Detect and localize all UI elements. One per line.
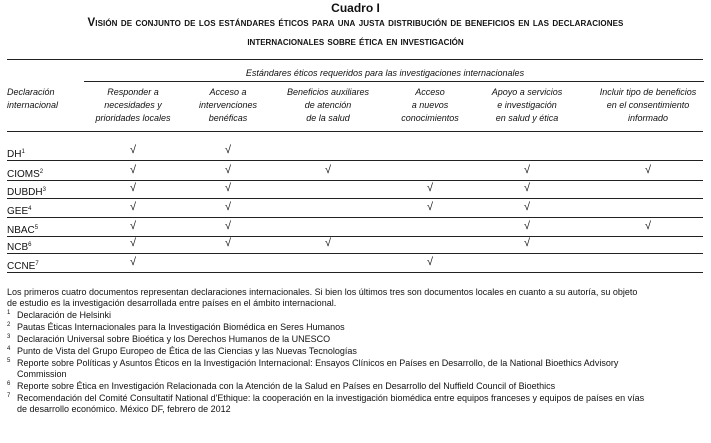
group-header: Estándares éticos requeridos para las investigaciones internacionales bbox=[245, 68, 525, 78]
column-header-line: de la salud bbox=[306, 113, 350, 123]
row-label-footnote-ref: 4 bbox=[28, 206, 32, 212]
footnote bbox=[7, 381, 703, 392]
column-header bbox=[588, 86, 708, 125]
check-mark: √ bbox=[523, 220, 531, 232]
row-separator bbox=[7, 180, 703, 181]
column-header bbox=[477, 86, 577, 125]
header-bottom-rule bbox=[7, 131, 703, 132]
row-header-line: internacional bbox=[7, 100, 59, 110]
row-label-footnote-ref: 2 bbox=[39, 169, 44, 175]
footnote-text bbox=[17, 381, 703, 392]
footnote-number: 3 bbox=[7, 334, 11, 340]
footnote-number: 1 bbox=[7, 310, 11, 316]
check-mark: √ bbox=[224, 201, 232, 213]
footnote-number: 2 bbox=[7, 322, 11, 328]
column-header-line: Acceso bbox=[415, 87, 445, 97]
column-header bbox=[188, 86, 268, 125]
check-mark: √ bbox=[523, 182, 531, 194]
footnote-line: de desarrollo económico. México DF, febrero de 2012 bbox=[17, 404, 231, 414]
footnote bbox=[7, 393, 703, 415]
footnote-text bbox=[17, 322, 703, 333]
row-label bbox=[7, 203, 31, 218]
table-title-line-2: internacionales sobre ética en investigación bbox=[247, 36, 464, 48]
footnote bbox=[7, 334, 703, 345]
check-mark: √ bbox=[129, 144, 137, 156]
column-header-line: intervenciones bbox=[198, 100, 258, 110]
check-mark: √ bbox=[224, 182, 232, 194]
footnote-line: Recomendación del Comité Consultatif National d'Ethique: la cooperación en la investigación biomédica entre equipos franceses y equipos de países en vías bbox=[17, 393, 645, 403]
check-mark: √ bbox=[129, 256, 137, 268]
check-mark: √ bbox=[129, 237, 137, 249]
check-mark: √ bbox=[523, 164, 531, 176]
row-label-text: DH bbox=[7, 149, 22, 160]
footnote bbox=[7, 358, 703, 380]
check-mark: √ bbox=[224, 237, 232, 249]
check-mark: √ bbox=[324, 237, 332, 249]
check-mark: √ bbox=[523, 237, 531, 249]
row-label bbox=[7, 222, 38, 237]
footnote-number: 4 bbox=[7, 346, 11, 352]
row-label-text: GEE bbox=[7, 206, 29, 217]
table-top-rule bbox=[7, 59, 703, 60]
column-header-line: Responder a bbox=[107, 87, 159, 97]
column-header-line: necesidades y bbox=[104, 100, 162, 110]
column-header bbox=[83, 86, 183, 125]
check-mark: √ bbox=[426, 201, 434, 213]
column-header-line: prioridades locales bbox=[95, 113, 171, 123]
column-header-line: Incluir tipo de beneficios bbox=[599, 87, 697, 97]
row-label-footnote-ref: 5 bbox=[34, 225, 39, 231]
footnote-text bbox=[17, 358, 703, 380]
column-header bbox=[390, 86, 470, 125]
row-separator bbox=[7, 236, 703, 237]
row-separator bbox=[7, 217, 703, 218]
check-mark: √ bbox=[523, 201, 531, 213]
column-header-line: en salud y ética bbox=[495, 113, 559, 123]
check-mark: √ bbox=[324, 164, 332, 176]
column-header-line: Apoyo a servicios bbox=[491, 87, 563, 97]
footnote-line: Punto de Vista del Grupo Europeo de Ética de las Ciencias y las Nuevas Tecnologías bbox=[17, 346, 357, 356]
check-mark: √ bbox=[426, 256, 434, 268]
column-header-line: de atención bbox=[304, 100, 352, 110]
footnote-number: 7 bbox=[7, 393, 11, 399]
row-label-text: DUBDH bbox=[7, 187, 43, 198]
row-label-footnote-ref: 6 bbox=[28, 242, 32, 248]
check-mark: √ bbox=[644, 164, 652, 176]
intro-note bbox=[7, 287, 703, 309]
check-mark: √ bbox=[224, 144, 232, 156]
row-label-text: CCNE bbox=[7, 261, 36, 272]
row-label-footnote-ref: 1 bbox=[21, 149, 25, 155]
table-title-line-1: Visión de conjunto de los estándares éticos para una justa distribución de beneficios en las declaraciones bbox=[87, 17, 624, 29]
row-header bbox=[7, 86, 87, 112]
column-header-line: a nuevos bbox=[411, 100, 449, 110]
column-header-line: Beneficios auxiliares bbox=[286, 87, 370, 97]
footnote bbox=[7, 322, 703, 333]
check-mark: √ bbox=[129, 201, 137, 213]
footnote-text bbox=[17, 393, 703, 415]
footnote-number: 5 bbox=[7, 358, 11, 364]
column-header-line: en el consentimiento bbox=[606, 100, 690, 110]
footnote-text bbox=[17, 334, 703, 345]
intro-note-line: Los primeros cuatro documentos representan declaraciones internacionales. Si bien los últimos tres son documentos locales en cuanto a su autoría, su objeto bbox=[7, 287, 638, 297]
table-bottom-rule bbox=[7, 272, 703, 273]
column-header-line: e investigación bbox=[497, 100, 557, 110]
check-mark: √ bbox=[129, 164, 137, 176]
row-label-text: NCB bbox=[7, 242, 29, 253]
row-separator bbox=[7, 198, 703, 199]
column-header-line: benéficas bbox=[208, 113, 248, 123]
row-label bbox=[7, 184, 46, 199]
row-separator bbox=[7, 253, 703, 254]
footnote-line: Declaración Universal sobre Bioética y los Derechos Humanos de la UNESCO bbox=[17, 334, 331, 344]
check-mark: √ bbox=[644, 220, 652, 232]
intro-note-line: de estudio es la investigación desarrollada entre países en el ámbito internacional. bbox=[7, 298, 337, 308]
row-label bbox=[7, 146, 25, 161]
footnote-line: Pautas Éticas Internacionales para la Investigación Biomédica en Seres Humanos bbox=[17, 322, 345, 332]
footnote bbox=[7, 310, 703, 321]
check-mark: √ bbox=[224, 164, 232, 176]
check-mark: √ bbox=[129, 182, 137, 194]
row-separator bbox=[7, 160, 703, 161]
table-label: Cuadro I bbox=[331, 1, 380, 15]
footnote bbox=[7, 346, 703, 357]
footnote-text bbox=[17, 346, 703, 357]
check-mark: √ bbox=[129, 220, 137, 232]
footnote-line: Commission bbox=[17, 369, 67, 379]
footnote-text bbox=[17, 310, 703, 321]
row-label bbox=[7, 166, 43, 181]
check-mark: √ bbox=[426, 182, 434, 194]
footnote-number: 6 bbox=[7, 381, 11, 387]
row-label bbox=[7, 258, 39, 273]
column-header bbox=[273, 86, 383, 125]
footnote-line: Declaración de Helsinki bbox=[17, 310, 112, 320]
footnote-line: Reporte sobre Ética en Investigación Relacionada con la Atención de la Salud en Países en Desarrollo del Nuffield Council of Bioethics bbox=[17, 381, 556, 391]
column-header-line: conocimientos bbox=[401, 113, 459, 123]
check-mark: √ bbox=[224, 220, 232, 232]
row-label-footnote-ref: 7 bbox=[35, 261, 39, 267]
row-label bbox=[7, 239, 31, 254]
row-label-footnote-ref: 3 bbox=[42, 187, 46, 193]
column-header-line: informado bbox=[627, 113, 669, 123]
row-header-line: Declaración bbox=[7, 87, 55, 97]
row-label-text: NBAC bbox=[7, 225, 35, 236]
row-label-text: CIOMS bbox=[7, 169, 40, 180]
column-header-line: Acceso a bbox=[209, 87, 247, 97]
footnote-line: Reporte sobre Políticas y Asuntos Éticos en la Investigación Internacional: Ensayos Clínicos en Países en Desarrollo, de la National Bioethics Advisory bbox=[17, 358, 619, 368]
group-header-rule bbox=[84, 81, 704, 82]
